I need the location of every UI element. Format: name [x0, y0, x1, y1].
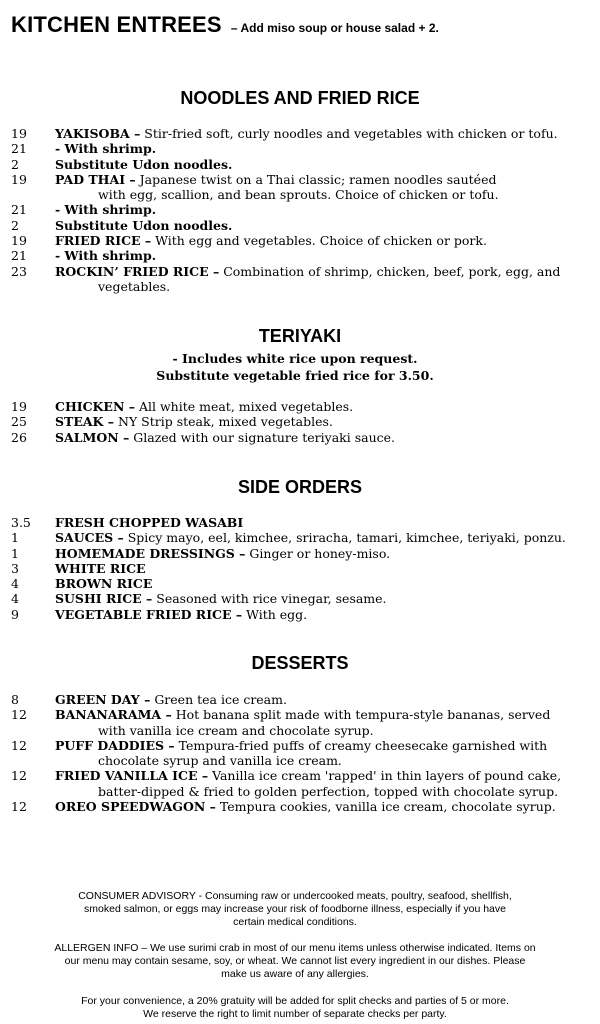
- menu-item: [0, 202, 600, 217]
- menu-item-name: SUSHI RICE –: [55, 591, 153, 607]
- page-title: [11, 12, 439, 38]
- menu-item-text: [55, 576, 595, 591]
- menu-item-description: Ginger or honey-miso.: [245, 545, 391, 561]
- menu-item: [0, 530, 600, 545]
- menu-item-name: BANANARAMA –: [55, 707, 172, 723]
- footer-line: our menu may contain sesame, soy, or wheat. We cannot list every ingredient in our dishes. Please: [64, 955, 526, 968]
- menu-item-description: Combination of shrimp, chicken, beef, pork, egg, and: [219, 263, 561, 279]
- menu-item-description: All white meat, mixed vegetables.: [134, 399, 354, 414]
- menu-item-name: OREO SPEEDWAGON –: [55, 799, 216, 815]
- menu-item-description: Glazed with our signature teriyaki sauce.: [129, 429, 395, 445]
- menu-item-text: [55, 233, 595, 248]
- menu-item-text: [55, 264, 595, 295]
- footer-line: ALLERGEN INFO – We use surimi crab in most of our menu items unless otherwise indicated. Items on: [54, 942, 536, 954]
- menu-item-price: 21: [11, 141, 27, 157]
- menu-item: [0, 141, 600, 156]
- menu-item-price: 9: [11, 606, 19, 622]
- footer-line: For your convenience, a 20% gratuity will be added for split checks and parties of 5 or more.: [81, 995, 509, 1007]
- section-note-teriyaki-1: - Includes white rice upon request.: [172, 351, 418, 366]
- menu-item-description-cont: vegetables.: [98, 278, 171, 294]
- menu-item-text: [55, 799, 595, 814]
- menu-item-price: 19: [11, 399, 27, 414]
- menu-item-price: 1: [11, 545, 19, 561]
- menu-item: [0, 218, 600, 233]
- menu-item: [0, 414, 600, 429]
- menu-item: [0, 576, 600, 591]
- menu-item: [0, 233, 600, 248]
- footer-line: make us aware of any allergies.: [221, 968, 369, 981]
- menu-item-price: 2: [11, 156, 19, 172]
- menu-item: [0, 126, 600, 141]
- menu-item-name: SAUCES –: [55, 530, 124, 546]
- menu-item-price: 12: [11, 737, 27, 753]
- menu-item-price: 8: [11, 692, 19, 707]
- menu-item-text: [55, 126, 595, 141]
- menu-item-description: Spicy mayo, eel, kimchee, sriracha, tamari, kimchee, teriyaki, ponzu.: [123, 530, 566, 546]
- menu-item-description: NY Strip steak, mixed vegetables.: [114, 414, 333, 430]
- menu-item: [0, 799, 600, 814]
- menu-item-text: [55, 692, 595, 707]
- menu-item: [0, 172, 600, 203]
- menu-item-text: [55, 202, 595, 217]
- menu-item: [0, 591, 600, 606]
- menu-item-name: GREEN DAY –: [55, 692, 151, 707]
- menu-item-price: 21: [11, 202, 27, 218]
- footer-line: certain medical conditions.: [233, 916, 357, 929]
- menu-item-price: 21: [11, 248, 27, 264]
- menu-item-text: [55, 607, 595, 622]
- menu-item-description: Hot banana split made with tempura-style bananas, served: [171, 707, 551, 723]
- section-heading-teriyaki: TERIYAKI: [258, 326, 342, 346]
- menu-item-description-cont: batter-dipped & fried to golden perfection, topped with chocolate syrup.: [98, 783, 559, 799]
- menu-item-name: - With shrimp.: [55, 202, 157, 218]
- menu-item-name: FRIED VANILLA ICE –: [55, 768, 209, 784]
- menu-item-name: ROCKIN’ FRIED RICE –: [55, 263, 220, 279]
- menu-item-text: [55, 515, 595, 530]
- menu-item-price: 19: [11, 126, 27, 141]
- menu-item-text: [55, 738, 595, 769]
- menu-item-text: [55, 218, 595, 233]
- menu-item-name: PAD THAI –: [55, 171, 136, 187]
- menu-item: [0, 264, 600, 295]
- menu-item-price: 19: [11, 233, 27, 249]
- menu-item-name: - With shrimp.: [55, 248, 157, 264]
- menu-item-name: HOMEMADE DRESSINGS –: [55, 545, 246, 561]
- menu-item-description-cont: with vanilla ice cream and chocolate syrup.: [98, 722, 374, 738]
- menu-item-text: [55, 561, 595, 576]
- menu-item-name: - With shrimp.: [55, 141, 157, 157]
- menu-item-description: Stir-fried soft, curly noodles and vegetables with chicken or tofu.: [140, 126, 558, 141]
- menu-item: [0, 399, 600, 414]
- menu-item-text: [55, 414, 595, 429]
- menu-item-price: 19: [11, 171, 27, 187]
- menu-item-text: [55, 172, 595, 203]
- menu-item-description: Tempura cookies, vanilla ice cream, chocolate syrup.: [215, 799, 556, 815]
- menu-item-price: 23: [11, 263, 27, 279]
- menu-item-name: FRESH CHOPPED WASABI: [55, 515, 244, 530]
- menu-item-text: [55, 530, 595, 545]
- menu-item-name: VEGETABLE FRIED RICE –: [55, 606, 243, 622]
- menu-item-description-cont: with egg, scallion, and bean sprouts. Choice of chicken or tofu.: [98, 187, 499, 203]
- menu-item: [0, 546, 600, 561]
- menu-item: [0, 607, 600, 622]
- footer-line: CONSUMER ADVISORY - Consuming raw or undercooked meats, poultry, seafood, shellfish,: [78, 890, 512, 902]
- footer-line: We reserve the right to limit number of separate checks per party.: [143, 1008, 447, 1021]
- menu-list-sides: [0, 515, 600, 622]
- menu-item-name: Substitute Udon noodles.: [55, 217, 233, 233]
- menu-item-text: [55, 546, 595, 561]
- menu-list-teriyaki: [0, 399, 600, 445]
- menu-item-price: 12: [11, 768, 27, 784]
- menu-item-description: Green tea ice cream.: [150, 692, 287, 707]
- menu-item: [0, 692, 600, 707]
- consumer-advisory: [0, 890, 590, 930]
- allergen-info: [0, 942, 590, 982]
- menu-item-name: FRIED RICE –: [55, 233, 152, 249]
- page-title-text: KITCHEN ENTREES: [11, 12, 222, 37]
- menu-item-price: 2: [11, 217, 19, 233]
- menu-item-text: [55, 399, 595, 414]
- menu-item: [0, 561, 600, 576]
- menu-item-name: YAKISOBA –: [55, 126, 141, 141]
- menu-item-text: [55, 157, 595, 172]
- menu-item: [0, 768, 600, 799]
- menu-item-price: 12: [11, 707, 27, 723]
- menu-item: [0, 707, 600, 738]
- menu-item-description: Japanese twist on a Thai classic; ramen noodles sautéed: [135, 171, 497, 187]
- menu-item-price: 25: [11, 414, 27, 430]
- menu-item-description: Vanilla ice cream 'rapped' in thin layers of pound cake,: [208, 768, 562, 784]
- menu-item: [0, 430, 600, 445]
- section-heading-sides: SIDE ORDERS: [237, 477, 363, 497]
- menu-item: [0, 157, 600, 172]
- menu-item-price: 4: [11, 591, 19, 607]
- menu-item-description: With egg and vegetables. Choice of chicken or pork.: [151, 233, 487, 249]
- menu-item-text: [55, 430, 595, 445]
- menu-item-text: [55, 707, 595, 738]
- menu-item-price: 1: [11, 530, 19, 546]
- menu-item-text: [55, 768, 595, 799]
- section-heading-desserts: DESSERTS: [251, 653, 349, 673]
- menu-item-price: 12: [11, 799, 27, 815]
- menu-item-name: CHICKEN –: [55, 399, 135, 414]
- menu-item: [0, 515, 600, 530]
- menu-item-price: 26: [11, 429, 27, 445]
- menu-list-desserts: [0, 692, 600, 814]
- menu-item: [0, 248, 600, 263]
- footer-line: smoked salmon, or eggs may increase your risk of foodborne illness, especially if you have: [84, 903, 506, 916]
- menu-item-description: With egg.: [242, 606, 308, 622]
- menu-item-text: [55, 591, 595, 606]
- menu-item: [0, 738, 600, 769]
- page-title-note: – Add miso soup or house salad + 2.: [230, 21, 439, 35]
- section-heading-noodles: NOODLES AND FRIED RICE: [180, 88, 420, 108]
- menu-item-name: STEAK –: [55, 414, 115, 430]
- menu-item-name: SALMON –: [55, 429, 130, 445]
- menu-item-name: PUFF DADDIES –: [55, 737, 175, 753]
- section-note-teriyaki-2: Substitute vegetable fried rice for 3.50.: [156, 368, 434, 383]
- menu-list-noodles: [0, 126, 600, 294]
- menu-item-price: 3: [11, 560, 19, 576]
- menu-item-price: 3.5: [11, 515, 31, 530]
- menu-item-text: [55, 248, 595, 263]
- menu-item-description-cont: chocolate syrup and vanilla ice cream.: [98, 753, 342, 769]
- menu-item-text: [55, 141, 595, 156]
- menu-item-price: 4: [11, 576, 19, 592]
- menu-item-name: WHITE RICE: [55, 560, 146, 576]
- gratuity-notice: [0, 995, 590, 1021]
- menu-item-description: Tempura-fried puffs of creamy cheesecake garnished with: [174, 737, 548, 753]
- menu-item-name: Substitute Udon noodles.: [55, 156, 233, 172]
- menu-item-name: BROWN RICE: [55, 576, 153, 592]
- menu-item-description: Seasoned with rice vinegar, sesame.: [152, 591, 387, 607]
